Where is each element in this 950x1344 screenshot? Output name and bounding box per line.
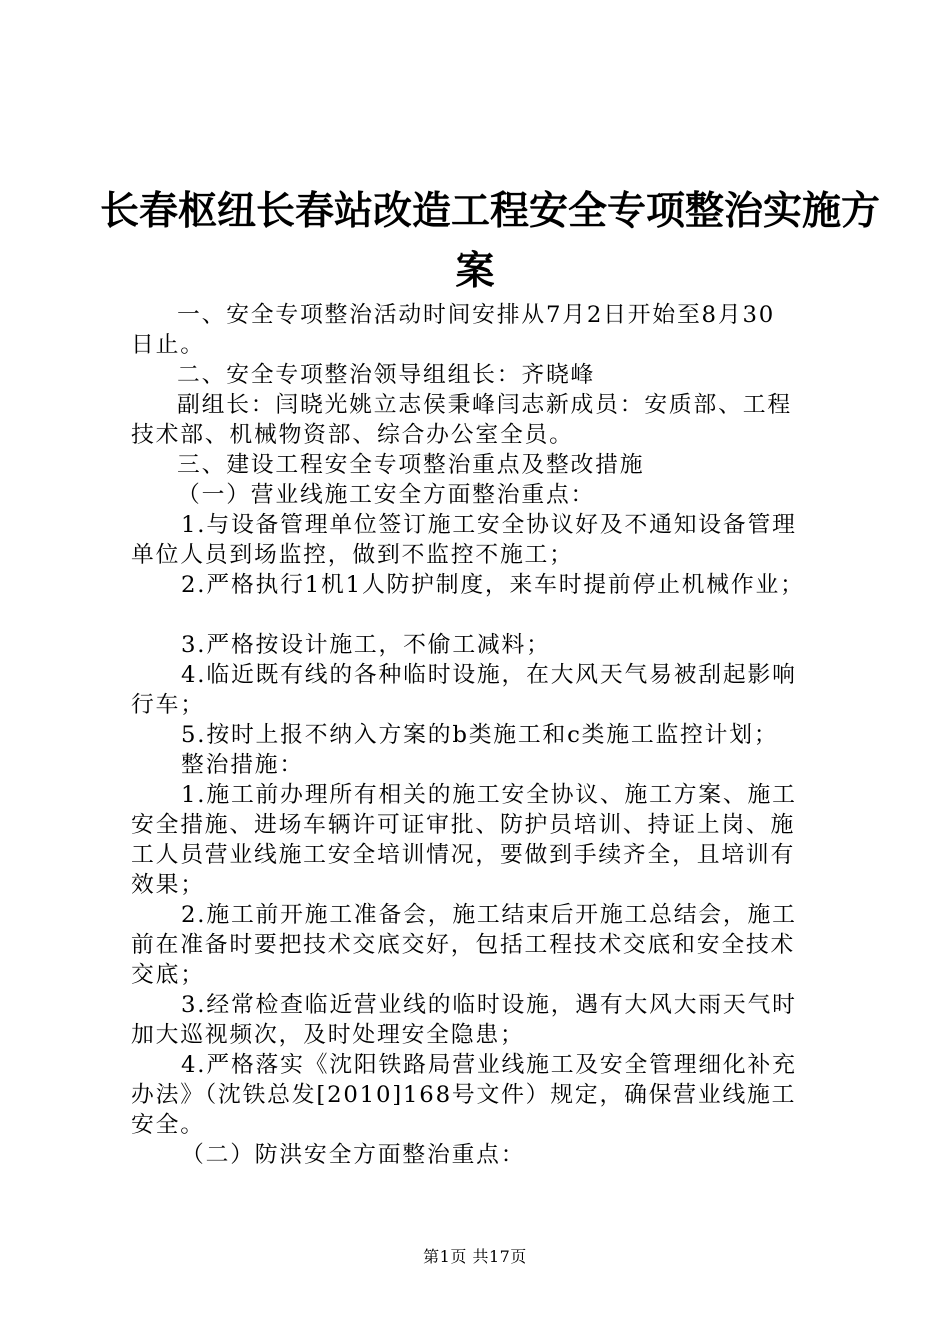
measures-heading: 整治措施：	[181, 752, 304, 778]
list-item-line: 1.与设备管理单位签订施工安全协议好及不通知设备管理	[181, 512, 797, 538]
list-item-line: 加大巡视频次，及时处理安全隐患；	[131, 1022, 525, 1048]
paragraph-line: 一、安全专项整治活动时间安排从7月2日开始至8月30	[177, 302, 776, 328]
list-item-line: 3.严格按设计施工，不偷工减料；	[181, 632, 551, 658]
list-item-line: 效果；	[131, 872, 205, 898]
list-item-line: 3.经常检查临近营业线的临时设施，遇有大风大雨天气时	[181, 992, 797, 1018]
list-item-line: 2.施工前开施工准备会，施工结束后开施工总结会，施工	[181, 902, 797, 928]
list-item-line: 前在准备时要把技术交底交好，包括工程技术交底和安全技术	[131, 932, 796, 958]
page-number: 第1页 共17页	[423, 1247, 527, 1266]
list-item-line: 安全措施、进场车辆许可证审批、防护员培训、持证上岗、施	[131, 812, 796, 838]
list-item-line: 安全。	[131, 1112, 205, 1138]
list-item-line: 2.严格执行1机1人防护制度，来车时提前停止机械作业；	[181, 572, 805, 598]
subsection-heading: （二）防洪安全方面整治重点：	[181, 1142, 526, 1168]
list-item-line: 交底；	[131, 962, 205, 988]
blank-line	[131, 600, 831, 630]
subsection-heading: （一）营业线施工安全方面整治重点：	[177, 482, 596, 508]
paragraph-line: 二、安全专项整治领导组组长：齐晓峰	[177, 362, 596, 388]
section-heading: 三、建设工程安全专项整治重点及整改措施	[177, 452, 645, 478]
document-title-line-2: 案	[455, 249, 495, 294]
list-item-line: 工人员营业线施工安全培训情况，要做到手续齐全，且培训有	[131, 842, 796, 868]
paragraph-line: 副组长：闫晓光姚立志侯秉峰闫志新成员：安质部、工程	[177, 392, 792, 418]
paragraph-line: 技术部、机械物资部、综合办公室全员。	[131, 422, 574, 448]
list-item-line: 单位人员到场监控，做到不监控不施工；	[131, 542, 574, 568]
list-item-line: 4.临近既有线的各种临时设施，在大风天气易被刮起影响	[181, 662, 797, 688]
list-item-line: 行车；	[131, 692, 205, 718]
list-item-line: 5.按时上报不纳入方案的b类施工和c类施工监控计划；	[181, 722, 779, 748]
list-item-line: 1.施工前办理所有相关的施工安全协议、施工方案、施工	[181, 782, 797, 808]
document-title-line-1: 长春枢纽长春站改造工程安全专项整治实施方	[100, 189, 881, 234]
document-body	[131, 300, 831, 1170]
list-item-line: 4.严格落实《沈阳铁路局营业线施工及安全管理细化补充	[181, 1052, 797, 1078]
paragraph-line: 日止。	[131, 332, 205, 358]
list-item-line: 办法》（沈铁总发[2010]168号文件）规定，确保营业线施工	[131, 1082, 797, 1108]
